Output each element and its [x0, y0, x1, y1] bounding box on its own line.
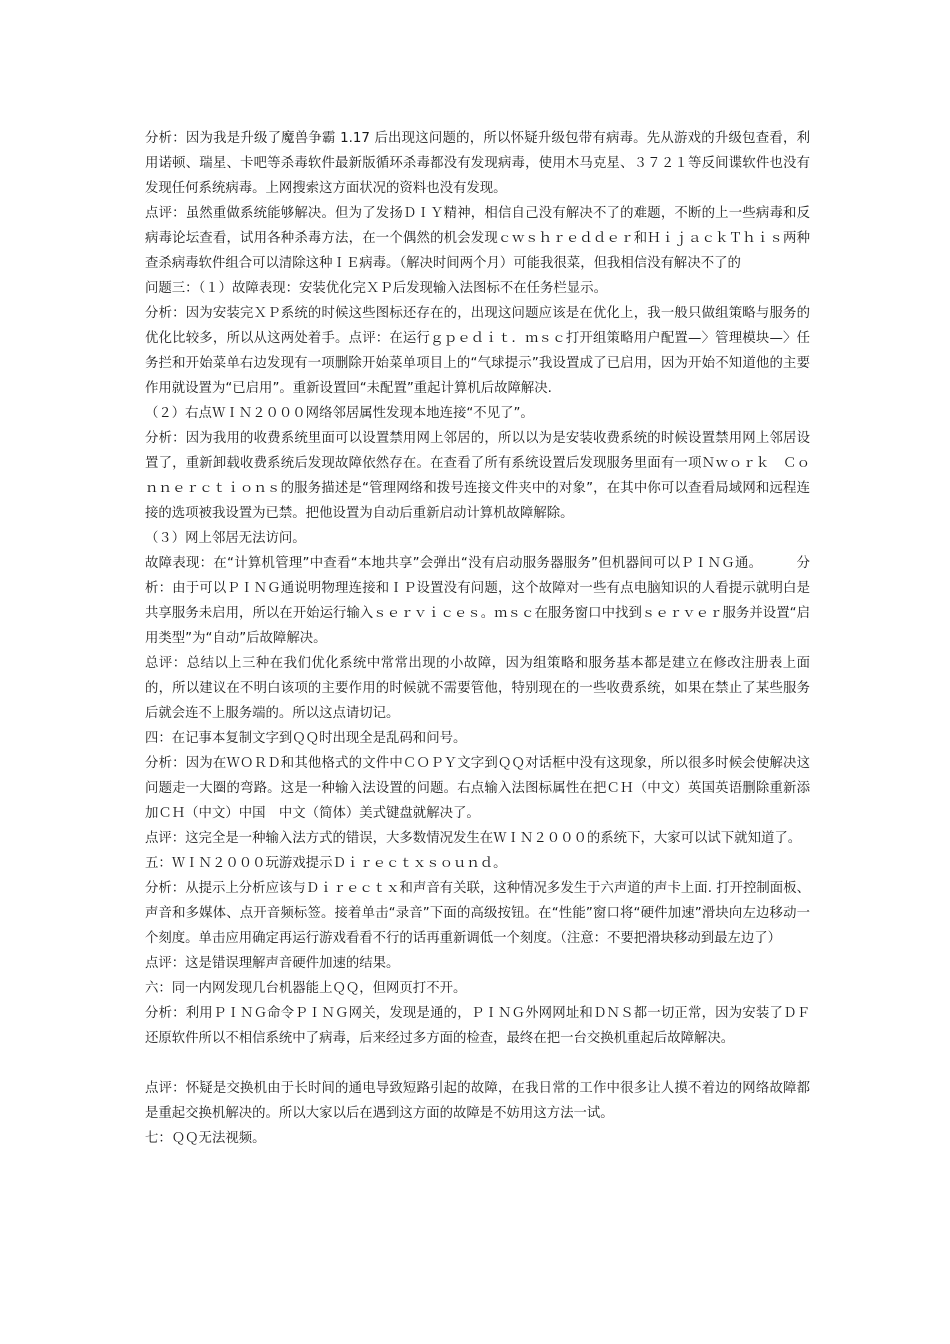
paragraph-analysis-input-method-icon: 分析：因为安装完ＸＰ系统的时候这些图标还存在的，出现这问题应该是在优化上，我一般只做组策略与服务的优化比较多，所以从这两处着手。点评：在运行ｇｐｅｄｉｔ．ｍｓｃ打开组策略用户配置—〉管理模块—〉任务拦和开始菜单右边发现有一项删除开始菜单项目上的“气球提示”我设置成了已启用，因为开始不知道他的主要作用就设置为“已启用”。重新设置回“未配置”重起计算机后故障解决.	[145, 306, 810, 396]
paragraph-comment-input-method: 点评：这完全是一种输入法方式的错误，大多数情况发生在ＷＩＮ２０００的系统下，大家可以试下就知道了。	[145, 831, 802, 846]
paragraph-spacer	[145, 1051, 810, 1076]
paragraph-analysis-network-connections: 分析：因为我用的收费系统里面可以设置禁用网上邻居的，所以以为是安装收费系统的时候设置禁用网上邻居设置了，重新卸载收费系统后发现故障依然存在。在查看了所有系统设置后发现服务里面有一项Ｎｗｏｒｋ Ｃｏｎｎｅｒｃｔｉｏｎｓ的服务描述是“管理网络和拨号连接文件夹中的对象”，在其中你可以查看局域网和远程连接的选项被我设置为已禁。把他设置为自动后重新启动计算机故障解除。	[145, 431, 810, 521]
paragraph-comment-virus: 点评：虽然重做系统能够解决。但为了发扬ＤＩＹ精神，相信自己没有解决不了的难题，不断的上一些病毒和反病毒论坛查看，试用各种杀毒方法，在一个偶然的机会发现ｃｗｓｈｒｅｄｄｅｒ和ＨｉｊａｃｋＴｈｉｓ两种查杀病毒软件组合可以清除这种ＩＥ病毒。（解决时间两个月）可能我很菜，但我相信没有解决不了的	[145, 206, 810, 271]
paragraph-analysis-switch: 分析：利用ＰＩＮＧ命令ＰＩＮＧ网关，发现是通的，ＰＩＮＧ外网网址和ＤＮＳ都一切正常，因为安装了ＤＦ还原软件所以不相信系统中了病毒，后来经过多方面的检查，最终在把一台交换机重起后故障解决。	[145, 1006, 810, 1046]
paragraph-problem-three: 问题三：（１）故障表现：安装优化完ＸＰ后发现输入法图标不在任务栏显示。	[145, 281, 607, 296]
paragraph-problem-local-connection: （２）右点ＷＩＮ２０００网络邻居属性发现本地连接“不见了”。	[145, 406, 534, 421]
paragraph-problem-network-neighborhood: （３）网上邻居无法访问。	[145, 531, 306, 546]
paragraph-comment-sound-acceleration: 点评：这是错误理解声音硬件加速的结果。	[145, 956, 400, 971]
paragraph-problem-four: 四：在记事本复制文字到ＱＱ时出现全是乱码和问号。	[145, 731, 467, 746]
paragraph-problem-seven: 七：ＱＱ无法视频。	[145, 1131, 266, 1146]
paragraph-analysis-qq-garbled: 分析：因为在ＷＯＲＤ和其他格式的文件中ＣＯＰＹ文字到ＱＱ对话框中没有这现象，所以很多时候会使解决这问题走一大圈的弯路。这是一种输入法设置的问题。右点输入法图标属性在把ＣＨ（中文）英国英语删除重新添加ＣＨ（中文）中国 中文（简体）美式键盘就解决了。	[145, 756, 810, 821]
paragraph-summary: 总评：总结以上三种在我们优化系统中常常出现的小故障，因为组策略和服务基本都是建立在修改注册表上面的，所以建议在不明白该项的主要作用的时候就不需要管他，特别现在的一些收费系统，如果在禁止了某些服务后就会连不上服务端的。所以这点请切记。	[145, 656, 810, 721]
paragraph-problem-five: 五：ＷＩＮ２０００玩游戏提示Ｄｉｒｅｃｔｘｓｏｕｎｄ。	[145, 856, 507, 871]
paragraph-analysis-directx-sound: 分析：从提示上分析应该与Ｄｉｒｅｃｔｘ和声音有关联，这种情况多发生于六声道的声卡上面. 打开控制面板、声音和多媒体、点开音频标签。接着单击“录音”下面的高级按钮。在“性能”窗口将“硬件加速”滑块向左边移动一个刻度。单击应用确定再运行游戏看看不行的话再重新调低一个刻度。（注意：不要把滑块移动到最左边了）	[145, 881, 810, 946]
document-body	[145, 126, 810, 1151]
paragraph-comment-switch: 点评：怀疑是交换机由于长时间的通电导致短路引起的故障，在我日常的工作中很多让人摸不着边的网络故障都是重起交换机解决的。所以大家以后在遇到这方面的故障是不妨用这方法一试。	[145, 1081, 810, 1121]
paragraph-problem-six: 六：同一内网发现几台机器能上ＱＱ，但网页打不开。	[145, 981, 467, 996]
paragraph-analysis-virus: 分析：因为我是升级了魔兽争霸 1.17 后出现这问题的，所以怀疑升级包带有病毒。先从游戏的升级包查看，利用诺顿、瑞星、卡吧等杀毒软件最新版循环杀毒都没有发现病毒，使用木马克星、３７２１等反间谍软件也没有发现任何系统病毒。上网搜索这方面状况的资料也没有发现。	[145, 131, 810, 196]
paragraph-symptom-server-service: 故障表现：在“计算机管理”中查看“本地共享”会弹出“没有启动服务器服务”但机器间可以ＰＩＮＧ通。 分析：由于可以ＰＩＮＧ通说明物理连接和ＩＰ设置没有问题，这个故障对一些有点电脑知识的人看提示就明白是共享服务未启用，所以在开始运行输入ｓｅｒｖｉｃｅｓ。ｍｓｃ在服务窗口中找到ｓｅｒｖｅｒ服务并设置“启用类型”为“自动”后故障解决。	[145, 556, 810, 646]
